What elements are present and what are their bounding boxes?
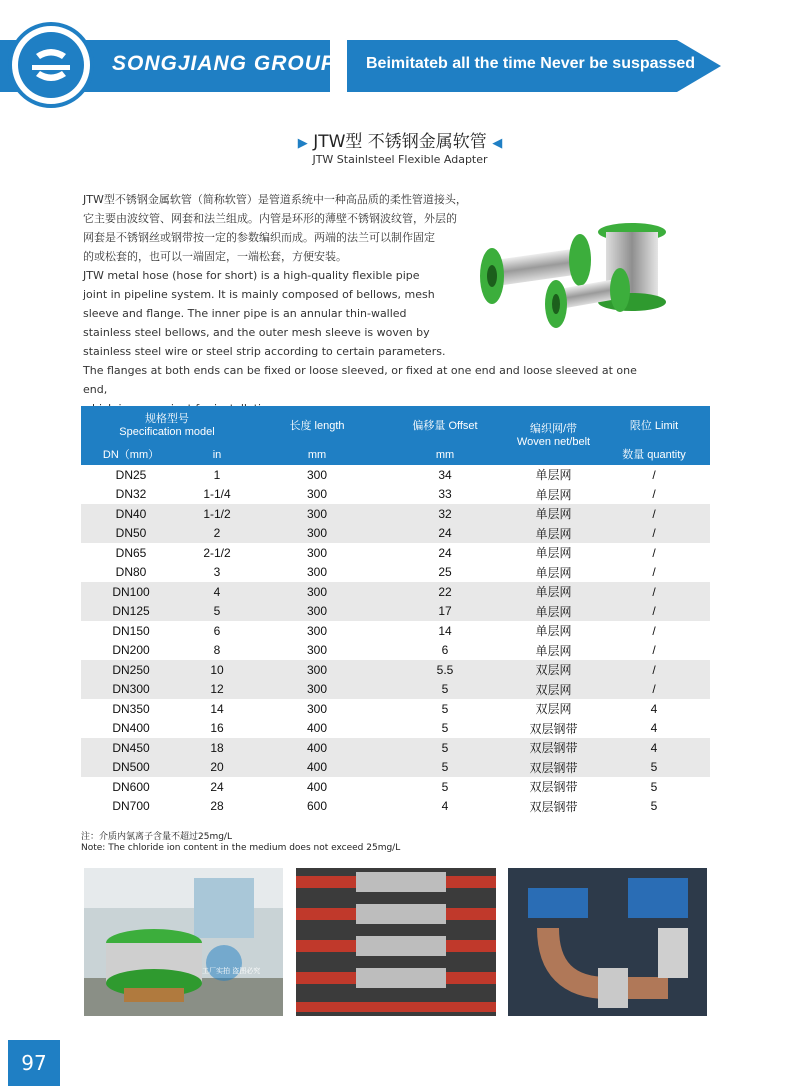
table-cell: 24 bbox=[381, 524, 509, 544]
table-cell: 10 bbox=[181, 660, 253, 680]
col-sub-length-unit: mm bbox=[253, 446, 381, 465]
table-cell: 2 bbox=[181, 524, 253, 544]
table-cell: 双层钢带 bbox=[529, 799, 578, 814]
table-cell: 600 bbox=[306, 799, 328, 814]
table-cell: DN300 bbox=[81, 680, 181, 700]
col-header-spec-cn: 规格型号 bbox=[145, 413, 189, 425]
table-cell: 双层网 bbox=[509, 660, 598, 680]
table-cell: 14 bbox=[438, 623, 452, 638]
intro-en-line: sleeve and flange. The inner pipe is an annular thin-walled bbox=[83, 307, 407, 320]
table-cell: 400 bbox=[306, 779, 328, 794]
table-row bbox=[81, 680, 710, 700]
table-cell: / bbox=[652, 623, 656, 638]
table-cell: 300 bbox=[306, 545, 328, 560]
table-cell: 单层网 bbox=[509, 582, 598, 602]
table-cell: 双层网 bbox=[509, 680, 598, 700]
intro-en-line: stainless steel bellows, and the outer mesh sleeve is woven by bbox=[83, 326, 430, 339]
table-cell: DN80 bbox=[115, 565, 147, 580]
table-cell: / bbox=[598, 660, 710, 680]
table-row bbox=[81, 582, 710, 602]
col-header-spec-en: Specification model bbox=[119, 426, 215, 438]
table-cell: DN25 bbox=[115, 467, 147, 482]
table-cell: / bbox=[652, 643, 656, 658]
table-cell: / bbox=[598, 582, 710, 602]
table-cell: 5 bbox=[650, 779, 658, 794]
logo-mark bbox=[18, 32, 84, 98]
table-cell: 300 bbox=[253, 582, 381, 602]
table-cell: 17 bbox=[381, 602, 509, 622]
table-cell: / bbox=[652, 545, 656, 560]
table-cell: 4 bbox=[181, 582, 253, 602]
intro-cn-line: JTW型不锈钢金属软管（简称软管）是管道系统中一种高品质的柔性管道接头， bbox=[83, 193, 467, 206]
col-header-woven bbox=[509, 406, 598, 465]
note-en: Note: The chloride ion content in the medium does not exceed 25mg/L bbox=[81, 843, 401, 853]
table-cell: DN200 bbox=[112, 643, 150, 658]
table-cell: 1-1/2 bbox=[181, 504, 253, 524]
table-row bbox=[81, 641, 710, 661]
table-cell: 300 bbox=[306, 643, 328, 658]
table-cell: 300 bbox=[306, 467, 328, 482]
intro-en-line: JTW metal hose (hose for short) is a high-quality flexible pipe bbox=[83, 269, 420, 282]
table-cell: DN65 bbox=[115, 545, 147, 560]
table-row bbox=[81, 602, 710, 622]
table-cell: 6 bbox=[441, 643, 449, 658]
table-cell: 300 bbox=[253, 680, 381, 700]
slogan-text: Beimitateb all the time Never be suspassed bbox=[366, 55, 696, 72]
table-cell: 5 bbox=[381, 680, 509, 700]
intro-cn-line: 的或松套的，也可以一端固定，一端松套，方便安装。 bbox=[83, 250, 347, 263]
page-title bbox=[0, 127, 800, 152]
table-cell: 12 bbox=[181, 680, 253, 700]
factory-photo-3 bbox=[508, 868, 707, 1016]
table-cell: 5 bbox=[181, 602, 253, 622]
table-row bbox=[81, 504, 710, 524]
table-cell: 单层网 bbox=[535, 546, 572, 561]
table-cell: DN350 bbox=[112, 701, 150, 716]
table-cell: 2-1/2 bbox=[203, 545, 231, 560]
table-cell: DN250 bbox=[81, 660, 181, 680]
table-cell: 单层网 bbox=[535, 468, 572, 483]
table-cell: 6 bbox=[213, 623, 221, 638]
table-cell: 单层网 bbox=[535, 624, 572, 639]
table-cell: 24 bbox=[438, 545, 452, 560]
table-cell: 22 bbox=[381, 582, 509, 602]
title-left-arrow-icon: ▶ bbox=[297, 136, 308, 151]
table-cell: 400 bbox=[253, 758, 381, 778]
factory-photo-2 bbox=[296, 868, 496, 1016]
table-row bbox=[81, 621, 710, 641]
table-cell: / bbox=[652, 487, 656, 502]
table-row bbox=[81, 485, 710, 505]
table-row bbox=[81, 543, 710, 563]
table-cell: 14 bbox=[210, 701, 224, 716]
table-cell: 单层网 bbox=[509, 504, 598, 524]
table-cell: 双层钢带 bbox=[509, 758, 598, 778]
table-cell: / bbox=[598, 680, 710, 700]
table-cell: DN150 bbox=[112, 623, 150, 638]
table-cell: 双层钢带 bbox=[529, 721, 578, 736]
table-cell: 300 bbox=[306, 487, 328, 502]
table-cell: 5 bbox=[650, 799, 658, 814]
table-cell: 20 bbox=[181, 758, 253, 778]
table-cell: 300 bbox=[306, 701, 328, 716]
page-subtitle: JTW Stainlsteel Flexible Adapter bbox=[312, 153, 488, 166]
table-cell: 32 bbox=[381, 504, 509, 524]
table-cell: 5 bbox=[381, 738, 509, 758]
table-cell: 34 bbox=[438, 467, 452, 482]
table-cell: 300 bbox=[253, 660, 381, 680]
table-row bbox=[81, 797, 710, 817]
table-row bbox=[81, 699, 710, 719]
table-cell: 400 bbox=[306, 721, 328, 736]
table-cell: DN400 bbox=[112, 721, 150, 736]
table-cell: 单层网 bbox=[535, 487, 572, 502]
table-cell: 8 bbox=[213, 643, 221, 658]
note-cn: 注：介质内氯离子含量不超过25mg/L bbox=[81, 832, 232, 842]
table-cell: 5 bbox=[381, 758, 509, 778]
spec-table bbox=[81, 406, 710, 816]
table-cell: / bbox=[598, 504, 710, 524]
table-cell: DN100 bbox=[81, 582, 181, 602]
table-cell: 双层钢带 bbox=[509, 738, 598, 758]
table-cell: 5 bbox=[441, 701, 449, 716]
table-cell: DN600 bbox=[112, 779, 150, 794]
table-cell: 5 bbox=[441, 779, 449, 794]
table-cell: DN700 bbox=[112, 799, 150, 814]
table-cell: 300 bbox=[306, 565, 328, 580]
table-cell: DN50 bbox=[81, 524, 181, 544]
table-row bbox=[81, 777, 710, 797]
intro-en-line: stainless steel wire or steel strip according to certain parameters. bbox=[83, 345, 446, 358]
table-cell: 双层网 bbox=[535, 702, 572, 717]
table-cell: 单层网 bbox=[535, 565, 572, 580]
table-cell: 1-1/4 bbox=[203, 487, 231, 502]
table-cell: 4 bbox=[650, 701, 658, 716]
product-image bbox=[470, 212, 690, 332]
table-cell: 4 bbox=[598, 738, 710, 758]
table-cell: DN32 bbox=[115, 487, 147, 502]
table-row bbox=[81, 524, 710, 544]
table-cell: 25 bbox=[438, 565, 452, 580]
table-cell: DN125 bbox=[81, 602, 181, 622]
table-row bbox=[81, 738, 710, 758]
title-right-arrow-icon: ◀ bbox=[492, 136, 503, 151]
col-header-woven-cn: 编织网/带 bbox=[529, 422, 578, 435]
photo-watermark: 工厂实拍 盗图必究 bbox=[202, 967, 261, 975]
table-cell: 单层网 bbox=[535, 643, 572, 658]
table-cell: DN450 bbox=[81, 738, 181, 758]
col-sub-dn: DN（mm） bbox=[81, 446, 181, 465]
table-row bbox=[81, 465, 710, 485]
table-cell: 18 bbox=[181, 738, 253, 758]
table-cell: / bbox=[598, 524, 710, 544]
brand-name: SONGJIANG GROUP bbox=[112, 52, 336, 75]
table-cell: 33 bbox=[438, 487, 452, 502]
col-header-spec bbox=[81, 406, 253, 446]
table-cell: 5.5 bbox=[381, 660, 509, 680]
table-cell: 5 bbox=[598, 758, 710, 778]
table-cell: DN500 bbox=[81, 758, 181, 778]
col-sub-in: in bbox=[181, 446, 253, 465]
table-row bbox=[81, 563, 710, 583]
col-sub-offset-unit: mm bbox=[381, 446, 509, 465]
table-cell: 300 bbox=[306, 623, 328, 638]
table-cell: 1 bbox=[213, 467, 221, 482]
col-sub-limit: 数量 quantity bbox=[598, 446, 710, 465]
table-cell: 300 bbox=[253, 524, 381, 544]
intro-cn-line: 网套是不锈钢丝或钢带按一定的参数编织而成。两端的法兰可以制作固定 bbox=[83, 231, 435, 244]
table-cell: 300 bbox=[253, 602, 381, 622]
table-cell: / bbox=[652, 467, 656, 482]
table-cell: 16 bbox=[210, 721, 224, 736]
intro-cn-line: 它主要由波纹管、网套和法兰组成。内管是环形的薄壁不锈钢波纹管，外层的 bbox=[83, 212, 457, 225]
table-cell: 5 bbox=[441, 721, 449, 736]
page-title-cn: JTW型 不锈钢金属软管 bbox=[313, 132, 487, 152]
table-cell: 24 bbox=[210, 779, 224, 794]
table-row bbox=[81, 758, 710, 778]
intro-en-line: The flanges at both ends can be fixed or loose sleeved, or fixed at one end and loose sleeved at one end, bbox=[83, 364, 637, 396]
factory-photo-1 bbox=[84, 868, 283, 1016]
table-cell: 单层网 bbox=[509, 602, 598, 622]
table-cell: 3 bbox=[213, 565, 221, 580]
intro-en-line: joint in pipeline system. It is mainly composed of bellows, mesh bbox=[83, 288, 435, 301]
col-header-woven-en: Woven net/belt bbox=[516, 435, 591, 448]
col-header-length: 长度 length bbox=[253, 406, 381, 446]
col-header-offset: 偏移量 Offset bbox=[381, 406, 509, 446]
table-cell: DN40 bbox=[81, 504, 181, 524]
table-cell: 300 bbox=[253, 504, 381, 524]
table-cell: 4 bbox=[441, 799, 449, 814]
table-cell: / bbox=[652, 565, 656, 580]
table-cell: 单层网 bbox=[509, 524, 598, 544]
table-cell: 4 bbox=[650, 721, 658, 736]
table-cell: / bbox=[598, 602, 710, 622]
page-number: 97 bbox=[21, 1051, 47, 1075]
col-header-limit: 限位 Limit bbox=[598, 406, 710, 446]
table-cell: 28 bbox=[210, 799, 224, 814]
table-row bbox=[81, 719, 710, 739]
table-row bbox=[81, 660, 710, 680]
table-cell: 双层钢带 bbox=[529, 780, 578, 795]
table-cell: 400 bbox=[253, 738, 381, 758]
